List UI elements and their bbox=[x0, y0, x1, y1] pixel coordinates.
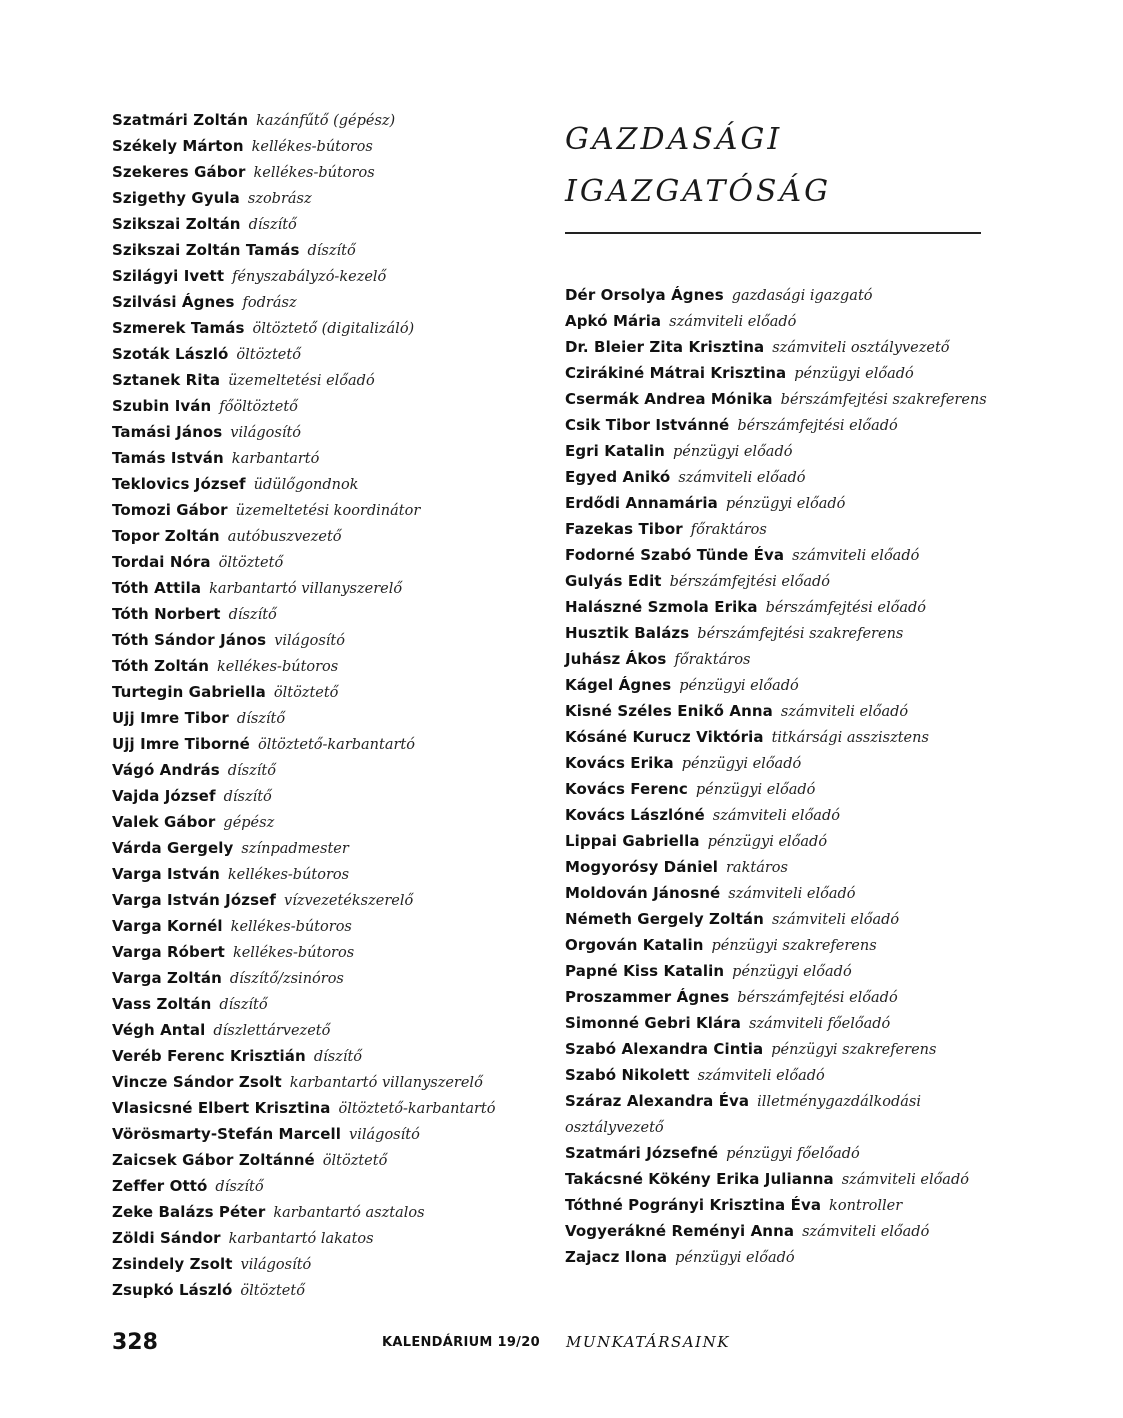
staff-entry bbox=[565, 465, 995, 491]
staff-entry bbox=[112, 1226, 552, 1252]
staff-entry bbox=[565, 413, 995, 439]
staff-name: Szabó Alexandra Cintia bbox=[565, 1040, 764, 1058]
section-heading-line1: GAZDASÁGI bbox=[565, 122, 783, 157]
staff-role: karbantartó villanyszerelő bbox=[289, 1075, 483, 1091]
staff-entry bbox=[565, 751, 995, 777]
staff-name: Végh Antal bbox=[112, 1021, 206, 1039]
staff-entry bbox=[112, 472, 552, 498]
staff-name: Csik Tibor Istvánné bbox=[565, 416, 730, 434]
staff-entry bbox=[112, 238, 552, 264]
staff-role: díszítő bbox=[223, 789, 272, 805]
staff-entry bbox=[112, 758, 552, 784]
staff-role: öltöztető bbox=[322, 1153, 388, 1169]
staff-entry bbox=[112, 290, 552, 316]
staff-role: pénzügyi szakreferens bbox=[771, 1042, 937, 1058]
staff-entry bbox=[565, 985, 995, 1011]
staff-entry bbox=[112, 1044, 552, 1070]
staff-entry bbox=[112, 680, 552, 706]
staff-entry bbox=[565, 1063, 995, 1089]
staff-name: Zaicsek Gábor Zoltánné bbox=[112, 1151, 315, 1169]
staff-name: Száraz Alexandra Éva bbox=[565, 1092, 750, 1110]
staff-role: bérszámfejtési előadó bbox=[737, 418, 898, 434]
staff-entry bbox=[565, 517, 995, 543]
staff-entry bbox=[112, 1122, 552, 1148]
staff-role: pénzügyi előadó bbox=[679, 678, 799, 694]
staff-entry bbox=[565, 803, 995, 829]
staff-entry bbox=[565, 959, 995, 985]
staff-role: számviteli előadó bbox=[669, 314, 797, 330]
staff-role: öltöztető-karbantartó bbox=[257, 737, 415, 753]
staff-role: üzemeltetési előadó bbox=[228, 373, 375, 389]
staff-name: Mogyorósy Dániel bbox=[565, 858, 718, 876]
staff-name: Vogyerákné Reményi Anna bbox=[565, 1222, 795, 1240]
staff-role: főraktáros bbox=[674, 652, 751, 668]
staff-name: Tamási János bbox=[112, 423, 223, 441]
staff-name: Tóth Attila bbox=[112, 579, 202, 597]
staff-name: Tomozi Gábor bbox=[112, 501, 228, 519]
staff-role: főöltöztető bbox=[219, 399, 298, 415]
staff-name: Tóth Sándor János bbox=[112, 631, 267, 649]
staff-name: Sztanek Rita bbox=[112, 371, 221, 389]
staff-entry bbox=[112, 628, 552, 654]
staff-name: Dér Orsolya Ágnes bbox=[565, 286, 724, 304]
staff-role: díszítő bbox=[248, 217, 297, 233]
staff-name: Tóth Zoltán bbox=[112, 657, 210, 675]
staff-entry bbox=[112, 992, 552, 1018]
staff-name: Papné Kiss Katalin bbox=[565, 962, 725, 980]
staff-entry bbox=[112, 706, 552, 732]
staff-entry bbox=[565, 699, 995, 725]
staff-role: öltöztető bbox=[218, 555, 284, 571]
staff-entry bbox=[565, 647, 995, 673]
staff-role: bérszámfejtési szakreferens bbox=[697, 626, 904, 642]
staff-name: Vlasicsné Elbert Krisztina bbox=[112, 1099, 331, 1117]
staff-entry bbox=[565, 1245, 995, 1271]
footer-section-title: MUNKATÁRSAINK bbox=[566, 1333, 730, 1351]
staff-name: Kovács Lászlóné bbox=[565, 806, 705, 824]
staff-role: számviteli előadó bbox=[771, 912, 900, 928]
staff-role: autóbuszvezető bbox=[227, 529, 342, 545]
staff-name: Kósáné Kurucz Viktória bbox=[565, 728, 764, 746]
staff-name: Szilvási Ágnes bbox=[112, 293, 235, 311]
staff-entry bbox=[565, 309, 995, 335]
staff-name: Szigethy Gyula bbox=[112, 189, 240, 207]
staff-name: Juhász Ákos bbox=[565, 650, 667, 668]
staff-name: Szoták László bbox=[112, 345, 229, 363]
staff-entry bbox=[112, 316, 552, 342]
staff-name: Fodorné Szabó Tünde Éva bbox=[565, 546, 785, 564]
staff-entry bbox=[112, 1018, 552, 1044]
staff-role: díszítő bbox=[215, 1179, 264, 1195]
staff-entry bbox=[112, 420, 552, 446]
staff-role: számviteli előadó bbox=[802, 1224, 930, 1240]
staff-role: díszítő bbox=[227, 763, 276, 779]
staff-entry bbox=[112, 966, 552, 992]
staff-role: számviteli előadó bbox=[728, 886, 856, 902]
staff-name: Gulyás Edit bbox=[565, 572, 662, 590]
staff-entry bbox=[565, 491, 995, 517]
publication-title: KALENDÁRIUM 19/20 bbox=[382, 1335, 540, 1350]
staff-entry bbox=[112, 1148, 552, 1174]
staff-entry bbox=[565, 621, 995, 647]
staff-entry bbox=[565, 855, 995, 881]
staff-name: Czirákiné Mátrai Krisztina bbox=[565, 364, 787, 382]
staff-entry bbox=[112, 264, 552, 290]
staff-name: Fazekas Tibor bbox=[565, 520, 683, 538]
staff-entry bbox=[565, 543, 995, 569]
staff-entry bbox=[565, 881, 995, 907]
staff-name: Szabó Nikolett bbox=[565, 1066, 690, 1084]
staff-role: gazdasági igazgató bbox=[731, 288, 873, 304]
staff-name: Moldován Jánosné bbox=[565, 884, 721, 902]
staff-name: Topor Zoltán bbox=[112, 527, 220, 545]
staff-entry bbox=[565, 725, 995, 751]
staff-entry bbox=[112, 1278, 552, 1304]
staff-role: díszítő bbox=[228, 607, 277, 623]
staff-name: Vörösmarty-Stefán Marcell bbox=[112, 1125, 342, 1143]
staff-entry bbox=[565, 777, 995, 803]
staff-entry bbox=[565, 907, 995, 933]
staff-role: karbantartó villanyszerelő bbox=[209, 581, 403, 597]
staff-role: öltöztető (digitalizáló) bbox=[252, 321, 415, 337]
staff-role: számviteli előadó bbox=[780, 704, 909, 720]
staff-name: Zeffer Ottó bbox=[112, 1177, 208, 1195]
staff-entry bbox=[112, 836, 552, 862]
staff-name: Egri Katalin bbox=[565, 442, 665, 460]
section-heading bbox=[565, 114, 981, 218]
staff-role: vízvezetékszerelő bbox=[284, 893, 414, 909]
staff-role: kellékes-bútoros bbox=[217, 659, 339, 675]
staff-entry bbox=[112, 368, 552, 394]
staff-role: titkársági asszisztens bbox=[771, 730, 929, 746]
staff-name: Veréb Ferenc Krisztián bbox=[112, 1047, 306, 1065]
staff-role: kellékes-bútoros bbox=[251, 139, 373, 155]
staff-name: Kágel Ágnes bbox=[565, 676, 672, 694]
staff-entry bbox=[565, 1141, 995, 1167]
staff-name: Erdődi Annamária bbox=[565, 494, 718, 512]
staff-name: Kisné Széles Enikő Anna bbox=[565, 702, 773, 720]
staff-entry bbox=[565, 673, 995, 699]
staff-role: díszítő/zsinóros bbox=[229, 971, 344, 987]
staff-entry bbox=[565, 1193, 995, 1219]
staff-role: pénzügyi előadó bbox=[732, 964, 852, 980]
staff-entry bbox=[565, 361, 995, 387]
staff-role: díszlettárvezető bbox=[213, 1023, 331, 1039]
staff-entry bbox=[112, 212, 552, 238]
staff-entry bbox=[565, 335, 995, 361]
staff-entry bbox=[112, 394, 552, 420]
staff-entry bbox=[565, 439, 995, 465]
staff-entry bbox=[112, 1252, 552, 1278]
staff-role: fényszabályzó-kezelő bbox=[232, 269, 387, 285]
section-heading-line2: IGAZGATÓSÁG bbox=[565, 174, 832, 209]
staff-name: Szekeres Gábor bbox=[112, 163, 246, 181]
staff-role: raktáros bbox=[726, 860, 788, 876]
staff-role: pénzügyi előadó bbox=[725, 496, 846, 512]
staff-entry bbox=[112, 1070, 552, 1096]
staff-entry bbox=[565, 387, 995, 413]
staff-name: Tordai Nóra bbox=[112, 553, 211, 571]
staff-entry bbox=[565, 595, 995, 621]
staff-name: Teklovics József bbox=[112, 475, 246, 493]
staff-name: Ujj Imre Tiborné bbox=[112, 735, 250, 753]
page-number: 328 bbox=[112, 1330, 158, 1355]
staff-role: főraktáros bbox=[690, 522, 767, 538]
staff-entry bbox=[112, 446, 552, 472]
staff-name: Zajacz Ilona bbox=[565, 1248, 668, 1266]
staff-role: öltöztető bbox=[236, 347, 301, 363]
staff-name: Varga Róbert bbox=[112, 943, 225, 961]
staff-name: Szikszai Zoltán bbox=[112, 215, 241, 233]
staff-name: Proszammer Ágnes bbox=[565, 988, 730, 1006]
staff-entry bbox=[112, 940, 552, 966]
staff-role: díszítő bbox=[307, 243, 356, 259]
staff-entry bbox=[112, 784, 552, 810]
staff-name: Vágó András bbox=[112, 761, 220, 779]
staff-role: üdülőgondnok bbox=[253, 477, 359, 493]
staff-role: pénzügyi főelőadó bbox=[726, 1146, 860, 1162]
staff-role: szobrász bbox=[247, 191, 312, 207]
staff-name: Szilágyi Ivett bbox=[112, 267, 225, 285]
staff-role: bérszámfejtési előadó bbox=[669, 574, 831, 590]
staff-entry bbox=[565, 1167, 995, 1193]
staff-name: Németh Gergely Zoltán bbox=[565, 910, 764, 928]
staff-entry bbox=[565, 1037, 995, 1063]
staff-role: világosító bbox=[240, 1257, 312, 1273]
staff-entry bbox=[565, 569, 995, 595]
staff-role: karbantartó lakatos bbox=[228, 1231, 374, 1247]
staff-name: Szatmári Zoltán bbox=[112, 111, 249, 129]
staff-entry bbox=[112, 602, 552, 628]
staff-name: Tamás István bbox=[112, 449, 224, 467]
staff-role: kellékes-bútoros bbox=[227, 867, 350, 883]
staff-entry bbox=[112, 550, 552, 576]
staff-role: öltöztető bbox=[273, 685, 339, 701]
left-staff-list bbox=[112, 108, 552, 1304]
staff-name: Halászné Szmola Erika bbox=[565, 598, 758, 616]
staff-entry bbox=[112, 524, 552, 550]
staff-name: Csermák Andrea Mónika bbox=[565, 390, 773, 408]
staff-entry bbox=[565, 1219, 995, 1245]
staff-role: bérszámfejtési szakreferens bbox=[780, 392, 987, 408]
staff-role: számviteli előadó bbox=[712, 808, 840, 824]
heading-divider bbox=[565, 232, 981, 234]
staff-role: bérszámfejtési előadó bbox=[765, 600, 927, 616]
staff-name: Várda Gergely bbox=[112, 839, 234, 857]
staff-role: kazánfűtő (gépész) bbox=[256, 113, 396, 129]
staff-name: Ujj Imre Tibor bbox=[112, 709, 229, 727]
staff-name: Orgován Katalin bbox=[565, 936, 704, 954]
staff-entry bbox=[112, 1096, 552, 1122]
staff-role: számviteli előadó bbox=[841, 1172, 969, 1188]
staff-role: világosító bbox=[274, 633, 345, 649]
staff-role: karbantartó bbox=[231, 451, 320, 467]
staff-role: pénzügyi előadó bbox=[672, 444, 793, 460]
staff-name: Varga Zoltán bbox=[112, 969, 222, 987]
staff-name: Szubin Iván bbox=[112, 397, 212, 415]
staff-role: pénzügyi előadó bbox=[695, 782, 816, 798]
staff-role: fodrász bbox=[242, 295, 297, 311]
staff-name: Kovács Erika bbox=[565, 754, 674, 772]
staff-entry bbox=[565, 933, 995, 959]
staff-role: színpadmester bbox=[241, 841, 349, 857]
staff-name: Takácsné Kökény Erika Julianna bbox=[565, 1170, 834, 1188]
staff-name: Varga István bbox=[112, 865, 220, 883]
staff-name: Husztik Balázs bbox=[565, 624, 690, 642]
staff-name: Turtegin Gabriella bbox=[112, 683, 266, 701]
staff-entry bbox=[112, 888, 552, 914]
staff-role: pénzügyi előadó bbox=[681, 756, 802, 772]
staff-role: díszítő bbox=[313, 1049, 363, 1065]
staff-name: Zöldi Sándor bbox=[112, 1229, 221, 1247]
staff-entry bbox=[112, 1200, 552, 1226]
staff-name: Valek Gábor bbox=[112, 813, 216, 831]
staff-role: világosító bbox=[230, 425, 302, 441]
staff-name: Tóthné Pogrányi Krisztina Éva bbox=[565, 1196, 822, 1214]
staff-role: kellékes-bútoros bbox=[230, 919, 352, 935]
staff-entry bbox=[565, 283, 995, 309]
staff-role: számviteli előadó bbox=[792, 548, 920, 564]
staff-entry bbox=[112, 576, 552, 602]
staff-role: pénzügyi előadó bbox=[675, 1250, 795, 1266]
staff-name: Tóth Norbert bbox=[112, 605, 221, 623]
staff-name: Vajda József bbox=[112, 787, 216, 805]
staff-role: számviteli főelőadó bbox=[748, 1016, 891, 1032]
staff-role: öltöztető-karbantartó bbox=[338, 1101, 496, 1117]
staff-role: számviteli előadó bbox=[678, 470, 806, 486]
staff-entry bbox=[112, 862, 552, 888]
staff-entry bbox=[112, 914, 552, 940]
staff-name: Lippai Gabriella bbox=[565, 832, 700, 850]
right-staff-list bbox=[565, 283, 995, 1271]
staff-role: pénzügyi előadó bbox=[794, 366, 914, 382]
staff-entry bbox=[112, 654, 552, 680]
staff-entry bbox=[112, 810, 552, 836]
staff-entry bbox=[112, 160, 552, 186]
staff-entry bbox=[112, 108, 552, 134]
staff-entry bbox=[112, 732, 552, 758]
staff-role: kellékes-bútoros bbox=[232, 945, 355, 961]
staff-name: Apkó Mária bbox=[565, 312, 662, 330]
staff-role: bérszámfejtési előadó bbox=[737, 990, 898, 1006]
staff-role: üzemeltetési koordinátor bbox=[235, 503, 421, 519]
staff-name: Zeke Balázs Péter bbox=[112, 1203, 266, 1221]
staff-name: Kovács Ferenc bbox=[565, 780, 688, 798]
staff-name: Vass Zoltán bbox=[112, 995, 212, 1013]
staff-entry bbox=[112, 342, 552, 368]
staff-role: öltöztető bbox=[240, 1283, 305, 1299]
staff-role: kellékes-bútoros bbox=[253, 165, 375, 181]
staff-role: díszítő bbox=[236, 711, 286, 727]
staff-name: Varga Kornél bbox=[112, 917, 223, 935]
staff-entry bbox=[112, 186, 552, 212]
staff-role: díszítő bbox=[219, 997, 268, 1013]
staff-entry bbox=[565, 1011, 995, 1037]
staff-entry bbox=[112, 498, 552, 524]
staff-name: Szatmári Józsefné bbox=[565, 1144, 719, 1162]
staff-name: Szmerek Tamás bbox=[112, 319, 245, 337]
staff-role: pénzügyi előadó bbox=[707, 834, 828, 850]
staff-name: Szikszai Zoltán Tamás bbox=[112, 241, 300, 259]
staff-role: pénzügyi szakreferens bbox=[711, 938, 877, 954]
staff-role: számviteli osztályvezető bbox=[772, 340, 950, 356]
staff-entry bbox=[112, 134, 552, 160]
staff-name: Zsindely Zsolt bbox=[112, 1255, 233, 1273]
staff-role: világosító bbox=[349, 1127, 420, 1143]
staff-name: Simonné Gebri Klára bbox=[565, 1014, 741, 1032]
staff-name: Varga István József bbox=[112, 891, 277, 909]
staff-name: Egyed Anikó bbox=[565, 468, 671, 486]
staff-entry bbox=[565, 1089, 995, 1141]
staff-role: illetménygazdálkodási osztályvezető bbox=[565, 1094, 921, 1136]
staff-role: kontroller bbox=[829, 1198, 903, 1214]
staff-name: Vincze Sándor Zsolt bbox=[112, 1073, 282, 1091]
staff-name: Zsupkó László bbox=[112, 1281, 233, 1299]
staff-role: gépész bbox=[223, 815, 275, 831]
staff-role: számviteli előadó bbox=[697, 1068, 825, 1084]
staff-name: Székely Márton bbox=[112, 137, 244, 155]
staff-entry bbox=[112, 1174, 552, 1200]
staff-name: Dr. Bleier Zita Krisztina bbox=[565, 338, 765, 356]
staff-entry bbox=[565, 829, 995, 855]
staff-role: karbantartó asztalos bbox=[273, 1205, 425, 1221]
